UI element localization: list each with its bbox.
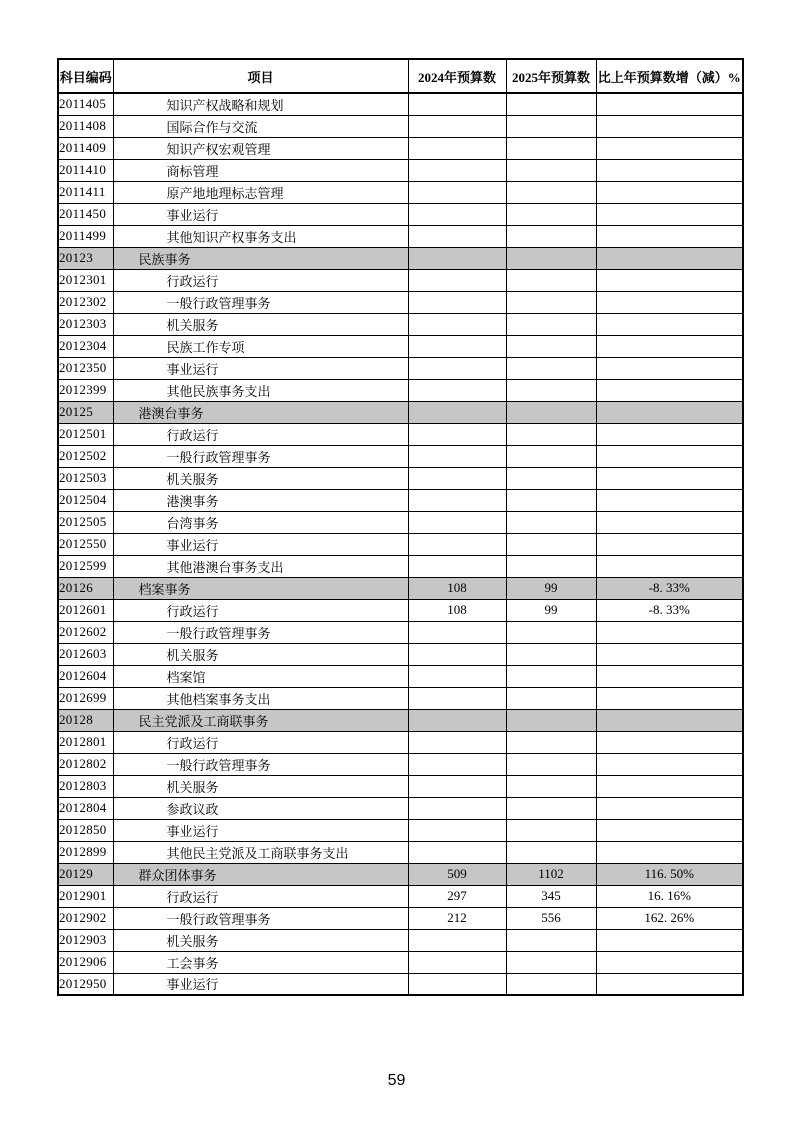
cell-change-pct <box>596 467 743 489</box>
table-row <box>58 797 743 819</box>
cell-budget-2024 <box>408 93 506 115</box>
cell-subject-code: 2012304 <box>58 335 113 357</box>
cell-subject-code: 2012801 <box>58 731 113 753</box>
cell-budget-2024 <box>408 643 506 665</box>
cell-subject-code: 2012550 <box>58 533 113 555</box>
cell-budget-2025 <box>506 181 596 203</box>
table-row <box>58 423 743 445</box>
cell-subject-code: 2011408 <box>58 115 113 137</box>
cell-item: 港澳事务 <box>113 489 408 511</box>
cell-subject-code: 2011410 <box>58 159 113 181</box>
cell-budget-2025 <box>506 973 596 995</box>
cell-item: 行政运行 <box>113 423 408 445</box>
cell-budget-2024: 297 <box>408 885 506 907</box>
cell-item: 民主党派及工商联事务 <box>113 709 408 731</box>
table-row <box>58 973 743 995</box>
table-row <box>58 291 743 313</box>
table-row <box>58 159 743 181</box>
cell-subject-code: 2012303 <box>58 313 113 335</box>
cell-budget-2024 <box>408 467 506 489</box>
cell-change-pct <box>596 951 743 973</box>
cell-change-pct <box>596 203 743 225</box>
table-row <box>58 511 743 533</box>
cell-item: 知识产权宏观管理 <box>113 137 408 159</box>
cell-item: 一般行政管理事务 <box>113 907 408 929</box>
cell-budget-2025 <box>506 775 596 797</box>
table-row <box>58 643 743 665</box>
table-row <box>58 533 743 555</box>
cell-subject-code: 2012601 <box>58 599 113 621</box>
cell-item: 事业运行 <box>113 819 408 841</box>
cell-budget-2025 <box>506 929 596 951</box>
cell-change-pct <box>596 159 743 181</box>
cell-change-pct <box>596 357 743 379</box>
cell-budget-2025 <box>506 665 596 687</box>
cell-change-pct <box>596 181 743 203</box>
cell-subject-code: 2011405 <box>58 93 113 115</box>
cell-item: 事业运行 <box>113 203 408 225</box>
cell-subject-code: 20128 <box>58 709 113 731</box>
table-row <box>58 753 743 775</box>
cell-subject-code: 2011409 <box>58 137 113 159</box>
cell-item: 行政运行 <box>113 885 408 907</box>
cell-budget-2025 <box>506 841 596 863</box>
cell-budget-2024 <box>408 511 506 533</box>
table-row <box>58 247 743 269</box>
cell-item: 事业运行 <box>113 973 408 995</box>
cell-budget-2025 <box>506 951 596 973</box>
cell-change-pct <box>596 665 743 687</box>
header-budget-2024: 2024年预算数 <box>408 59 506 93</box>
cell-change-pct <box>596 445 743 467</box>
cell-budget-2025 <box>506 93 596 115</box>
cell-budget-2024 <box>408 335 506 357</box>
cell-subject-code: 2012503 <box>58 467 113 489</box>
cell-change-pct <box>596 423 743 445</box>
cell-item: 民族事务 <box>113 247 408 269</box>
cell-subject-code: 20129 <box>58 863 113 885</box>
cell-item: 民族工作专项 <box>113 335 408 357</box>
cell-change-pct <box>596 687 743 709</box>
cell-item: 国际合作与交流 <box>113 115 408 137</box>
cell-subject-code: 2012599 <box>58 555 113 577</box>
cell-budget-2025 <box>506 291 596 313</box>
cell-item: 机关服务 <box>113 775 408 797</box>
cell-budget-2024 <box>408 775 506 797</box>
cell-budget-2025 <box>506 203 596 225</box>
cell-subject-code: 2012505 <box>58 511 113 533</box>
cell-subject-code: 2012501 <box>58 423 113 445</box>
cell-change-pct <box>596 973 743 995</box>
cell-budget-2024 <box>408 753 506 775</box>
cell-subject-code: 2012602 <box>58 621 113 643</box>
cell-change-pct <box>596 709 743 731</box>
cell-item: 其他港澳台事务支出 <box>113 555 408 577</box>
cell-budget-2025 <box>506 511 596 533</box>
table-row <box>58 907 743 929</box>
table-row <box>58 885 743 907</box>
cell-item: 群众团体事务 <box>113 863 408 885</box>
cell-budget-2024 <box>408 731 506 753</box>
cell-budget-2025 <box>506 137 596 159</box>
table-row <box>58 863 743 885</box>
cell-budget-2025 <box>506 731 596 753</box>
cell-item: 机关服务 <box>113 313 408 335</box>
cell-change-pct <box>596 137 743 159</box>
cell-budget-2025: 99 <box>506 577 596 599</box>
cell-item: 工会事务 <box>113 951 408 973</box>
cell-change-pct <box>596 225 743 247</box>
table-header-row <box>58 59 743 93</box>
cell-budget-2024: 108 <box>408 599 506 621</box>
cell-item: 机关服务 <box>113 929 408 951</box>
cell-subject-code: 2012699 <box>58 687 113 709</box>
cell-budget-2025 <box>506 247 596 269</box>
cell-change-pct <box>596 291 743 313</box>
cell-budget-2025: 1102 <box>506 863 596 885</box>
cell-change-pct: 116. 50% <box>596 863 743 885</box>
cell-budget-2025 <box>506 797 596 819</box>
cell-subject-code: 2012906 <box>58 951 113 973</box>
table-row <box>58 577 743 599</box>
cell-item: 事业运行 <box>113 533 408 555</box>
cell-budget-2024: 212 <box>408 907 506 929</box>
cell-change-pct <box>596 819 743 841</box>
cell-item: 一般行政管理事务 <box>113 621 408 643</box>
cell-subject-code: 2012603 <box>58 643 113 665</box>
cell-item: 原产地地理标志管理 <box>113 181 408 203</box>
table-row <box>58 841 743 863</box>
cell-change-pct <box>596 775 743 797</box>
cell-budget-2024 <box>408 203 506 225</box>
cell-budget-2024 <box>408 423 506 445</box>
cell-budget-2024 <box>408 291 506 313</box>
cell-budget-2024 <box>408 929 506 951</box>
cell-budget-2024 <box>408 489 506 511</box>
cell-budget-2025 <box>506 225 596 247</box>
cell-budget-2024 <box>408 225 506 247</box>
cell-budget-2024 <box>408 665 506 687</box>
cell-budget-2025: 345 <box>506 885 596 907</box>
cell-item: 行政运行 <box>113 269 408 291</box>
cell-item: 事业运行 <box>113 357 408 379</box>
table-row <box>58 181 743 203</box>
table-row <box>58 621 743 643</box>
cell-item: 一般行政管理事务 <box>113 753 408 775</box>
table-row <box>58 731 743 753</box>
cell-change-pct <box>596 335 743 357</box>
cell-budget-2024 <box>408 951 506 973</box>
cell-subject-code: 2012899 <box>58 841 113 863</box>
cell-budget-2025 <box>506 819 596 841</box>
table-row <box>58 555 743 577</box>
table-row <box>58 775 743 797</box>
header-budget-2025: 2025年预算数 <box>506 59 596 93</box>
cell-budget-2024 <box>408 379 506 401</box>
table-row <box>58 687 743 709</box>
table-row <box>58 203 743 225</box>
table-row <box>58 401 743 423</box>
cell-budget-2024 <box>408 621 506 643</box>
cell-change-pct: 16. 16% <box>596 885 743 907</box>
cell-item: 档案馆 <box>113 665 408 687</box>
table-row <box>58 313 743 335</box>
cell-item: 其他民主党派及工商联事务支出 <box>113 841 408 863</box>
cell-budget-2024: 509 <box>408 863 506 885</box>
cell-budget-2025 <box>506 621 596 643</box>
cell-change-pct <box>596 115 743 137</box>
cell-subject-code: 2012803 <box>58 775 113 797</box>
cell-change-pct <box>596 313 743 335</box>
cell-subject-code: 20123 <box>58 247 113 269</box>
cell-subject-code: 2012350 <box>58 357 113 379</box>
cell-change-pct <box>596 929 743 951</box>
cell-change-pct <box>596 401 743 423</box>
cell-change-pct <box>596 269 743 291</box>
cell-budget-2024 <box>408 247 506 269</box>
cell-budget-2024 <box>408 159 506 181</box>
cell-budget-2025 <box>506 379 596 401</box>
cell-change-pct <box>596 731 743 753</box>
cell-budget-2025: 556 <box>506 907 596 929</box>
cell-budget-2024 <box>408 137 506 159</box>
cell-budget-2024 <box>408 709 506 731</box>
table-body <box>58 93 743 995</box>
cell-budget-2024 <box>408 841 506 863</box>
table-row <box>58 269 743 291</box>
cell-subject-code: 2012804 <box>58 797 113 819</box>
cell-subject-code: 2012903 <box>58 929 113 951</box>
cell-item: 行政运行 <box>113 731 408 753</box>
cell-budget-2024 <box>408 533 506 555</box>
cell-subject-code: 2012504 <box>58 489 113 511</box>
table-row <box>58 951 743 973</box>
cell-change-pct <box>596 379 743 401</box>
cell-change-pct <box>596 841 743 863</box>
cell-subject-code: 2012399 <box>58 379 113 401</box>
table-row <box>58 929 743 951</box>
cell-budget-2025 <box>506 445 596 467</box>
cell-budget-2024 <box>408 401 506 423</box>
cell-budget-2024 <box>408 973 506 995</box>
cell-change-pct <box>596 621 743 643</box>
cell-budget-2025 <box>506 555 596 577</box>
cell-budget-2024 <box>408 181 506 203</box>
cell-budget-2024 <box>408 445 506 467</box>
cell-budget-2024 <box>408 687 506 709</box>
cell-subject-code: 2012802 <box>58 753 113 775</box>
cell-budget-2025 <box>506 357 596 379</box>
cell-budget-2024 <box>408 357 506 379</box>
cell-change-pct <box>596 643 743 665</box>
cell-subject-code: 2012950 <box>58 973 113 995</box>
cell-item: 其他民族事务支出 <box>113 379 408 401</box>
cell-budget-2025 <box>506 269 596 291</box>
cell-budget-2025 <box>506 159 596 181</box>
cell-change-pct <box>596 753 743 775</box>
cell-item: 参政议政 <box>113 797 408 819</box>
budget-table <box>57 58 744 996</box>
cell-subject-code: 2012604 <box>58 665 113 687</box>
table-row <box>58 709 743 731</box>
table-row <box>58 819 743 841</box>
cell-item: 商标管理 <box>113 159 408 181</box>
cell-budget-2025 <box>506 401 596 423</box>
table-row <box>58 335 743 357</box>
cell-budget-2024 <box>408 797 506 819</box>
cell-budget-2024 <box>408 313 506 335</box>
cell-item: 一般行政管理事务 <box>113 445 408 467</box>
cell-item: 港澳台事务 <box>113 401 408 423</box>
cell-item: 行政运行 <box>113 599 408 621</box>
cell-change-pct <box>596 555 743 577</box>
page-number: 59 <box>387 1072 406 1089</box>
cell-budget-2025 <box>506 643 596 665</box>
cell-change-pct: 162. 26% <box>596 907 743 929</box>
cell-subject-code: 2012902 <box>58 907 113 929</box>
cell-subject-code: 2012850 <box>58 819 113 841</box>
table-row <box>58 599 743 621</box>
cell-item: 档案事务 <box>113 577 408 599</box>
cell-budget-2025 <box>506 335 596 357</box>
cell-subject-code: 2012502 <box>58 445 113 467</box>
table-row <box>58 357 743 379</box>
table-row <box>58 445 743 467</box>
cell-budget-2024: 108 <box>408 577 506 599</box>
header-item: 项目 <box>113 59 408 93</box>
cell-budget-2024 <box>408 269 506 291</box>
header-change-pct: 比上年预算数增（减）% <box>596 59 743 93</box>
header-subject-code: 科目编码 <box>58 59 113 93</box>
cell-change-pct <box>596 797 743 819</box>
cell-item: 一般行政管理事务 <box>113 291 408 313</box>
table-row <box>58 137 743 159</box>
cell-change-pct <box>596 93 743 115</box>
table-row <box>58 379 743 401</box>
cell-item: 其他知识产权事务支出 <box>113 225 408 247</box>
cell-item: 机关服务 <box>113 643 408 665</box>
cell-budget-2025 <box>506 313 596 335</box>
cell-change-pct: -8. 33% <box>596 577 743 599</box>
cell-budget-2024 <box>408 555 506 577</box>
cell-budget-2025 <box>506 709 596 731</box>
cell-budget-2025 <box>506 467 596 489</box>
cell-subject-code: 2011411 <box>58 181 113 203</box>
table-row <box>58 115 743 137</box>
cell-change-pct <box>596 511 743 533</box>
cell-budget-2025 <box>506 423 596 445</box>
cell-change-pct <box>596 533 743 555</box>
cell-budget-2025 <box>506 115 596 137</box>
cell-subject-code: 2011450 <box>58 203 113 225</box>
cell-budget-2025: 99 <box>506 599 596 621</box>
cell-item: 机关服务 <box>113 467 408 489</box>
cell-budget-2025 <box>506 489 596 511</box>
table-row <box>58 467 743 489</box>
cell-subject-code: 20126 <box>58 577 113 599</box>
cell-item: 其他档案事务支出 <box>113 687 408 709</box>
cell-subject-code: 20125 <box>58 401 113 423</box>
cell-subject-code: 2011499 <box>58 225 113 247</box>
cell-budget-2025 <box>506 687 596 709</box>
cell-change-pct: -8. 33% <box>596 599 743 621</box>
cell-change-pct <box>596 489 743 511</box>
cell-budget-2025 <box>506 533 596 555</box>
cell-item: 台湾事务 <box>113 511 408 533</box>
cell-subject-code: 2012301 <box>58 269 113 291</box>
table-row <box>58 665 743 687</box>
table-row <box>58 93 743 115</box>
cell-subject-code: 2012302 <box>58 291 113 313</box>
table-row <box>58 489 743 511</box>
cell-item: 知识产权战略和规划 <box>113 93 408 115</box>
cell-change-pct <box>596 247 743 269</box>
table-row <box>58 225 743 247</box>
cell-budget-2025 <box>506 753 596 775</box>
cell-subject-code: 2012901 <box>58 885 113 907</box>
cell-budget-2024 <box>408 819 506 841</box>
cell-budget-2024 <box>408 115 506 137</box>
